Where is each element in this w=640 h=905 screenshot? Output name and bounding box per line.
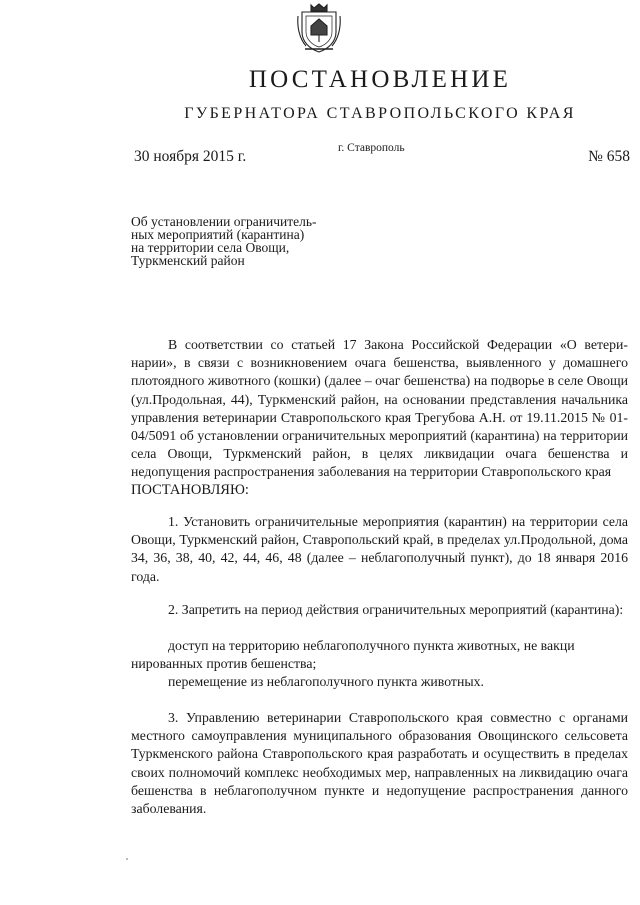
heading-line: ных мероприятий (карантина) — [131, 227, 305, 242]
item-2-paragraph: 2. Запретить на период действия ограничительных мероприятий (карантина): — [168, 602, 624, 617]
preamble-paragraph: В соответствии со статьей 17 Закона Российской Федерации «О ветеринарии», в связи с возникновением очага бешенства, выявленного у домашнего плотоядного животного (кошки) (далее – очаг бешенства) на подворье в селе Овощи (ул.Продольная, 44), Туркменский район, на основании представления начальника управления ветеринарии Ставропольского края Трегубова А.Н. от 19.11.2015 № 01-04/5091 об установлении ограничительных мероприятий (карантина) на территории села Овощи, Туркменский район, в целях ликвидации очага бешенства и недопущения распространения заболевания на территории Ставропольского края — [131, 337, 628, 480]
scan-speck — [126, 858, 128, 860]
coat-of-arms-emblem — [296, 2, 342, 54]
document-number: № 658 — [588, 148, 630, 165]
heading-line: на территории села Овощи, — [131, 240, 290, 255]
resolve-heading: ПОСТАНОВЛЯЮ: — [131, 482, 249, 498]
item-2-sub-1-first-line: доступ на территорию неблагополучного пункта животных, не вакци — [168, 638, 575, 653]
item-1-paragraph: 1. Установить ограничительные мероприятия (карантин) на территории села Овощи, Туркменский район, Ставропольский край, в пределах ул.Продольной, дома 34, 36, 38, 40, 42, 44, 46, 48 (далее – неблагополучный пункт), до 18 января 2016 года. — [131, 514, 628, 584]
document-heading — [131, 215, 317, 267]
heading-line: Об установлении ограничитель- — [131, 214, 317, 229]
item-2-sub-1-continuation: нированных против бешенства; — [131, 656, 317, 671]
document-city: г. Ставрополь — [338, 142, 405, 154]
heading-line: Туркменский район — [131, 253, 245, 268]
document-date: 30 ноября 2015 г. — [134, 148, 247, 165]
document-title: ПОСТАНОВЛЕНИЕ — [248, 66, 512, 93]
item-3-paragraph: 3. Управлению ветеринарии Ставропольского края совместно с органами местного самоуправления муниципального образования Овощинского сельсовета Туркменского района Ставропольского края разработать и осуществить в пределах своих полномочий комплекс необходимых мер, направленных на ликвидацию очага бешенства в неблагополучном пункте и недопущение распространения данного заболевания. — [131, 710, 628, 817]
document-subtitle: ГУБЕРНАТОРА СТАВРОПОЛЬСКОГО КРАЯ — [184, 105, 576, 122]
item-2-sub-2: перемещение из неблагополучного пункта животных. — [168, 674, 484, 689]
